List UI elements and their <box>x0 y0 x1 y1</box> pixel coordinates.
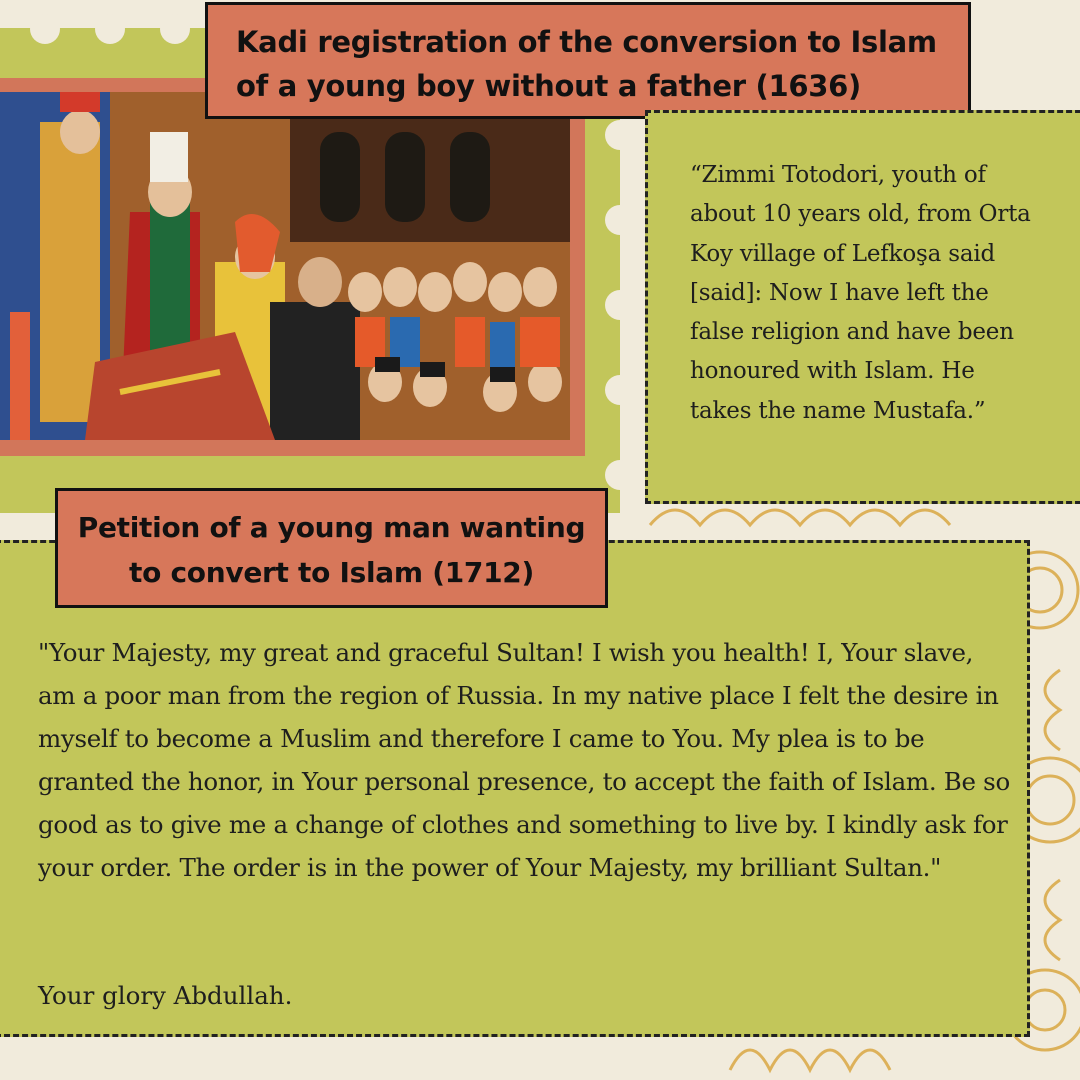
right-quote-text: “Zimmi Totodori, youth of about 10 years old, from Orta Koy village of Lefkoşa said [said]: Now I have left the false religion and have been honoured with Islam. He takes the name Mustafa.” <box>690 162 1031 424</box>
miniature-painting <box>0 92 570 440</box>
stamp-scallop <box>30 14 60 44</box>
mid-title-box <box>55 488 608 608</box>
stamp-scallop <box>605 375 635 405</box>
stamp-scallop <box>605 460 635 490</box>
stamp-scallop <box>95 14 125 44</box>
mid-title-line1: Petition of a young man wanting <box>77 511 586 544</box>
signoff-text: Your glory Abdullah. <box>38 981 293 1010</box>
stamp-scallop <box>605 120 635 150</box>
top-title-line2: of a young boy without a father (1636) <box>236 69 861 103</box>
stamp-scallop <box>605 205 635 235</box>
bottom-quote-text: "Your Majesty, my great and graceful Sultan! I wish you health! I, Your slave, am a poor man from the region of Russia. In my native place I felt the desire in myself to become a Muslim and therefore I came to You. My plea is to be granted the honor, in Your personal presence, to accept the faith of Islam. Be so good as to give me a change of clothes and something to live by. I kindly ask for your order. The order is in the power of Your Majesty, my brilliant Sultan." <box>38 638 1010 882</box>
top-title-line1: Kadi registration of the conversion to Islam <box>236 25 937 59</box>
stamp-scallop <box>605 290 635 320</box>
top-title-box <box>205 2 971 119</box>
stamp-scallop <box>160 14 190 44</box>
mid-title-line2: to convert to Islam (1712) <box>129 556 534 589</box>
